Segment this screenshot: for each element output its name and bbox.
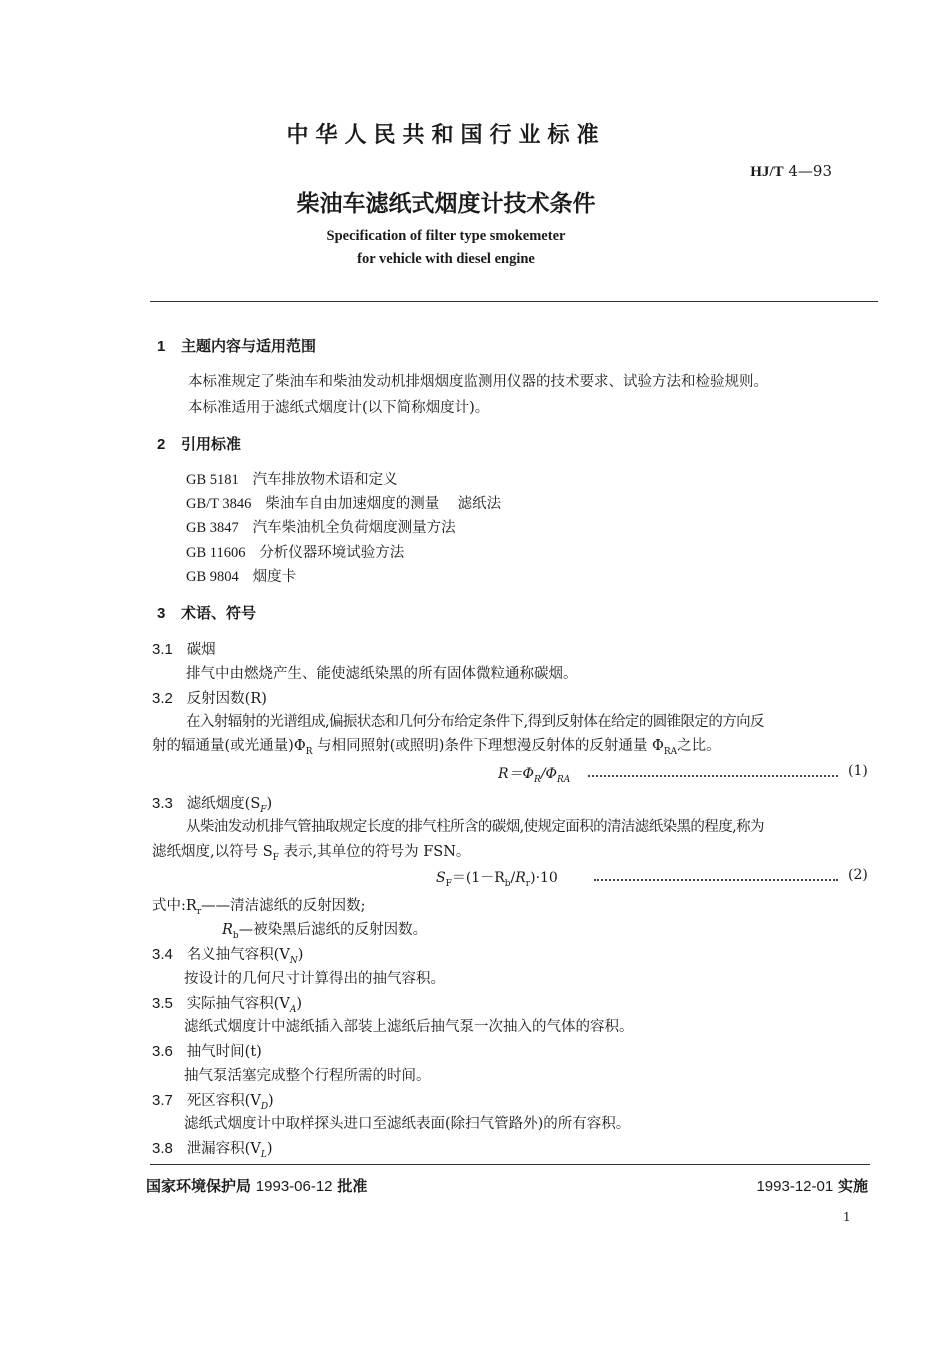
code-prefix: HJ/T [750, 164, 784, 180]
approve-date: 1993-06-12 [255, 1178, 333, 1195]
reference-code: GB 5181 [186, 472, 239, 488]
term-name: 滤纸烟度(S [186, 796, 261, 812]
term-3-7-definition: 滤纸式烟度计中取样探头进口至滤纸表面(除扫气管路外)的所有容积。 [184, 1116, 631, 1132]
reference-item [186, 541, 404, 562]
approval-line [146, 1175, 367, 1196]
term-number: 3.6 [152, 1043, 173, 1060]
section-2-heading [157, 433, 241, 454]
term-3-5: 3.5 实际抽气容积$(V_A)$ [152, 995, 302, 1015]
section-3-number: 3 [157, 605, 166, 622]
reference-title: 烟度卡 [252, 569, 297, 585]
section-2-title: 引用标准 [181, 435, 242, 453]
term-name: 死区容积(V [186, 1093, 261, 1109]
reference-item [186, 492, 501, 513]
term-name: 碳烟 [186, 642, 216, 658]
term-name: 反射因数(R) [186, 691, 267, 707]
term-3-2-definition-line-1: 在入射辐射的光谱组成,偏振状态和几何分布给定条件下,得到反射体在给定的圆锥限定的方向反 [186, 714, 764, 730]
reference-item [186, 468, 398, 489]
formula-leader-dots [588, 775, 838, 777]
formula-1-number: (1) [848, 763, 868, 779]
term-number: 3.5 [152, 995, 173, 1012]
english-title-line-1: Specification of filter type smokemeter [326, 228, 566, 244]
footer-divider [150, 1164, 870, 1165]
approve-word: 批准 [337, 1177, 368, 1195]
standard-type-heading: 中华人民共和国行业标准 [286, 122, 606, 148]
term-3-5-definition: 滤纸式烟度计中滤纸插入部装上滤纸后抽气泵一次抽入的气体的容积。 [184, 1019, 634, 1035]
formula-text: R＝Φ [498, 766, 535, 782]
term-name: 泄漏容积(V [186, 1141, 261, 1157]
term-3-7: 3.7 死区容积$(V_D)$ [152, 1092, 274, 1112]
effective-date: 1993-12-01 [756, 1178, 834, 1195]
term-number: 3.8 [152, 1140, 173, 1157]
term-3-8: 3.8 泄漏容积$(V_L)$ [152, 1140, 273, 1160]
formula-1: $R=\Phi_R/\Phi_{RA}$ [498, 766, 571, 785]
reference-item [186, 516, 456, 537]
reference-code: GB 11606 [186, 545, 246, 561]
definition-text: 射的辐通量(或光通量)Φ [152, 738, 306, 754]
where-clause-1: 式中$:R_r——$清洁滤纸的反射因数; [152, 898, 366, 917]
english-title-line-2: for vehicle with diesel engine [357, 251, 535, 267]
reference-title: 汽车排放物术语和定义 [252, 472, 398, 488]
reference-code: GB 9804 [186, 569, 239, 585]
reference-title: 分析仪器环境试验方法 [259, 545, 405, 561]
effective-line [756, 1175, 868, 1196]
term-3-3-definition-line-1: 从柴油发动机排气管抽取规定长度的排气柱所含的碳烟,使规定面积的清洁滤纸染黑的程度,称为 [186, 819, 764, 835]
term-3-6-definition: 抽气泵活塞完成整个行程所需的时间。 [184, 1068, 431, 1084]
section-2-number: 2 [157, 436, 166, 453]
reference-title: 柴油车自由加速烟度的测量 滤纸法 [265, 496, 502, 512]
standard-code [750, 162, 832, 181]
reference-item [186, 565, 296, 586]
term-name: 名义抽气容积(V [186, 947, 290, 963]
where-clause-2: $R_b—$被染黑后滤纸的反射因数。 [222, 922, 428, 941]
document-title: 柴油车滤纸式烟度计技术条件 [296, 191, 596, 217]
term-3-2-definition-line-2: 射的辐通量(或光通量)$\Phi_R$ 与相同照射(或照明)条件下理想漫反射体的反射通量 $\Phi_{RA}$之比。 [152, 738, 721, 757]
term-3-3: 3.3 滤纸烟度$(S_F)$ [152, 795, 273, 815]
term-3-1 [152, 638, 216, 659]
where-text: 式中:R [152, 898, 197, 914]
term-name: 实际抽气容积(V [186, 996, 290, 1012]
definition-text: 滤纸烟度,以符号 S [152, 844, 273, 860]
effective-word: 实施 [837, 1177, 868, 1195]
formula-2: $S_F=(1-R_b/R_r)\cdot 10$ [436, 870, 558, 889]
section-1-title: 主题内容与适用范围 [181, 337, 317, 355]
definition-text: 与相同照射(或照明)条件下理想漫反射体的反射通量 Φ [317, 738, 664, 754]
approver: 国家环境保护局 [146, 1177, 252, 1195]
reference-code: GB/T 3846 [186, 496, 252, 512]
term-3-1-definition: 排气中由燃烧产生、能使滤纸染黑的所有固体微粒通称碳烟。 [186, 666, 578, 682]
where-text: ——清洁滤纸的反射因数; [201, 898, 366, 914]
term-3-6 [152, 1040, 262, 1061]
term-3-3-definition-line-2: 滤纸烟度,以符号 $S_F$ 表示,其单位的符号为 FSN。 [152, 844, 471, 863]
formula-text: (1－R [465, 870, 505, 886]
term-number: 3.7 [152, 1092, 173, 1109]
section-1-para-2: 本标准适用于滤纸式烟度计(以下简称烟度计)。 [188, 400, 490, 416]
term-number: 3.1 [152, 641, 173, 658]
term-3-4-definition: 按设计的几何尺寸计算得出的抽气容积。 [184, 971, 445, 987]
definition-text: 之比。 [677, 738, 721, 754]
section-3-title: 术语、符号 [181, 604, 257, 622]
section-1-heading [157, 335, 316, 356]
term-number: 3.2 [152, 690, 173, 707]
term-3-2 [152, 687, 267, 708]
definition-text: 表示,其单位的符号为 FSN。 [283, 844, 471, 860]
formula-leader-dots [594, 879, 838, 881]
header-divider [150, 301, 878, 302]
reference-title: 汽车柴油机全负荷烟度测量方法 [252, 520, 456, 536]
section-1-number: 1 [157, 338, 166, 355]
term-number: 3.3 [152, 795, 173, 812]
section-1-para-1: 本标准规定了柴油车和柴油发动机排烟烟度监测用仪器的技术要求、试验方法和检验规则。 [188, 374, 768, 390]
section-3-heading [157, 602, 256, 623]
term-number: 3.4 [152, 946, 173, 963]
page-number: 1 [843, 1210, 851, 1224]
code-number: 4—93 [788, 162, 832, 180]
term-name: 抽气时间(t) [186, 1044, 262, 1060]
where-text: —被染黑后滤纸的反射因数。 [238, 922, 428, 938]
reference-code: GB 3847 [186, 520, 239, 536]
term-3-4: 3.4 名义抽气容积$(V_N)$ [152, 946, 304, 966]
formula-2-number: (2) [848, 867, 868, 883]
